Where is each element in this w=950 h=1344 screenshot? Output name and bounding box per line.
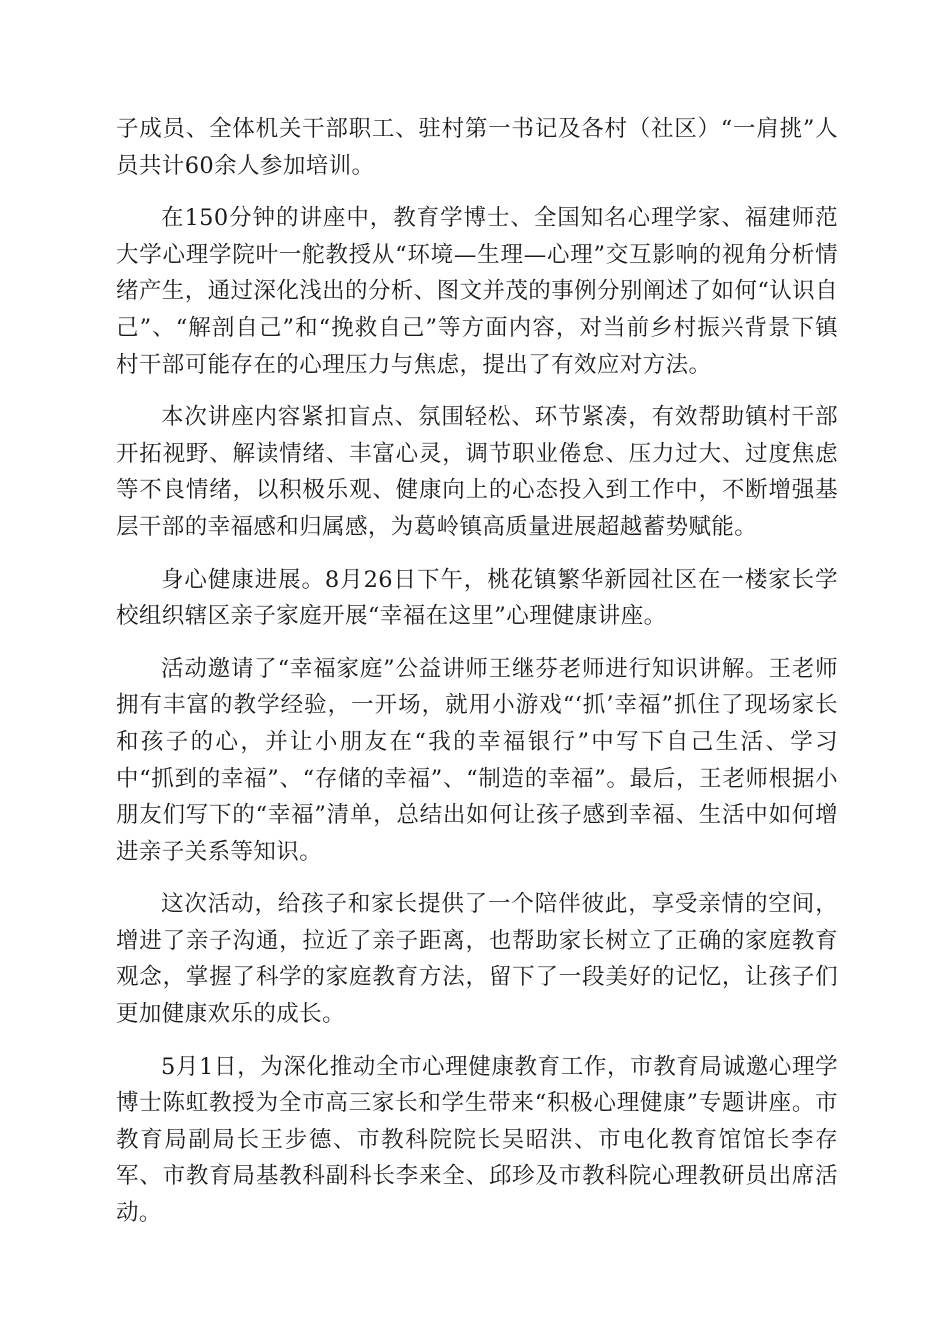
paragraph-lecture-effect: 本次讲座内容紧扣盲点、氛围轻松、环节紧凑，有效帮助镇村干部开拓视野、解读情绪、丰富心灵，调节职业倦怠、压力过大、过度焦虑等不良情绪，以积极乐观、健康向上的心态投入到工作中，不断增强基层干部的幸福感和归属感，为葛岭镇高质量进展超越蓄势赋能。 <box>116 404 838 540</box>
paragraph-may-lecture: 5月1日，为深化推动全市心理健康教育工作，市教育局诚邀心理学博士陈虹教授为全市高三家长和学生带来“积极心理健康”专题讲座。市教育局副局长王步德、市教科院院长吴昭洪、市电化教育馆馆长李存军、市教育局基教科副科长李来全、邱珍及市教科院心理教研员出席活动。 <box>116 1053 838 1227</box>
document-body <box>116 111 838 1248</box>
paragraph-activity-summary: 这次活动，给孩子和家长提供了一个陪伴彼此，享受亲情的空间，增进了亲子沟通，拉近了亲子距离，也帮助家长树立了正确的家庭教育观念，掌握了科学的家庭教育方法，留下了一段美好的记忆，让孩子们更加健康欢乐的成长。 <box>116 891 838 1028</box>
paragraph-activity-detail: 活动邀请了“幸福家庭”公益讲师王继芬老师进行知识讲解。王老师拥有丰富的教学经验，一开场，就用小游戏“‘抓’幸福”抓住了现场家长和孩子的心，并让小朋友在“我的幸福银行”中写下自己生活、学习中“抓到的幸福”、“存储的幸福”、“制造的幸福”。最后，王老师根据小朋友们写下的“幸福”清单，总结出如何让孩子感到幸福、生活中如何增进亲子关系等知识。 <box>116 655 838 865</box>
paragraph-continuation: 子成员、全体机关干部职工、驻村第一书记及各村（社区）“一肩挑”人员共计60余人参加培训。 <box>116 116 838 179</box>
paragraph-health-event: 身心健康进展。8月26日下午，桃花镇繁华新园社区在一楼家长学校组织辖区亲子家庭开展“幸福在这里”心理健康讲座。 <box>116 566 838 630</box>
paragraph-lecture-content: 在150分钟的讲座中，教育学博士、全国知名心理学家、福建师范大学心理学院叶一舵教授从“环境—生理—心理”交互影响的视角分析情绪产生，通过深化浅出的分析、图文并茂的事例分别阐述了如何“认识自己”、“解剖自己”和“挽救自己”等方面内容，对当前乡村振兴背景下镇村干部可能存在的心理压力与焦虑，提出了有效应对方法。 <box>116 205 838 378</box>
